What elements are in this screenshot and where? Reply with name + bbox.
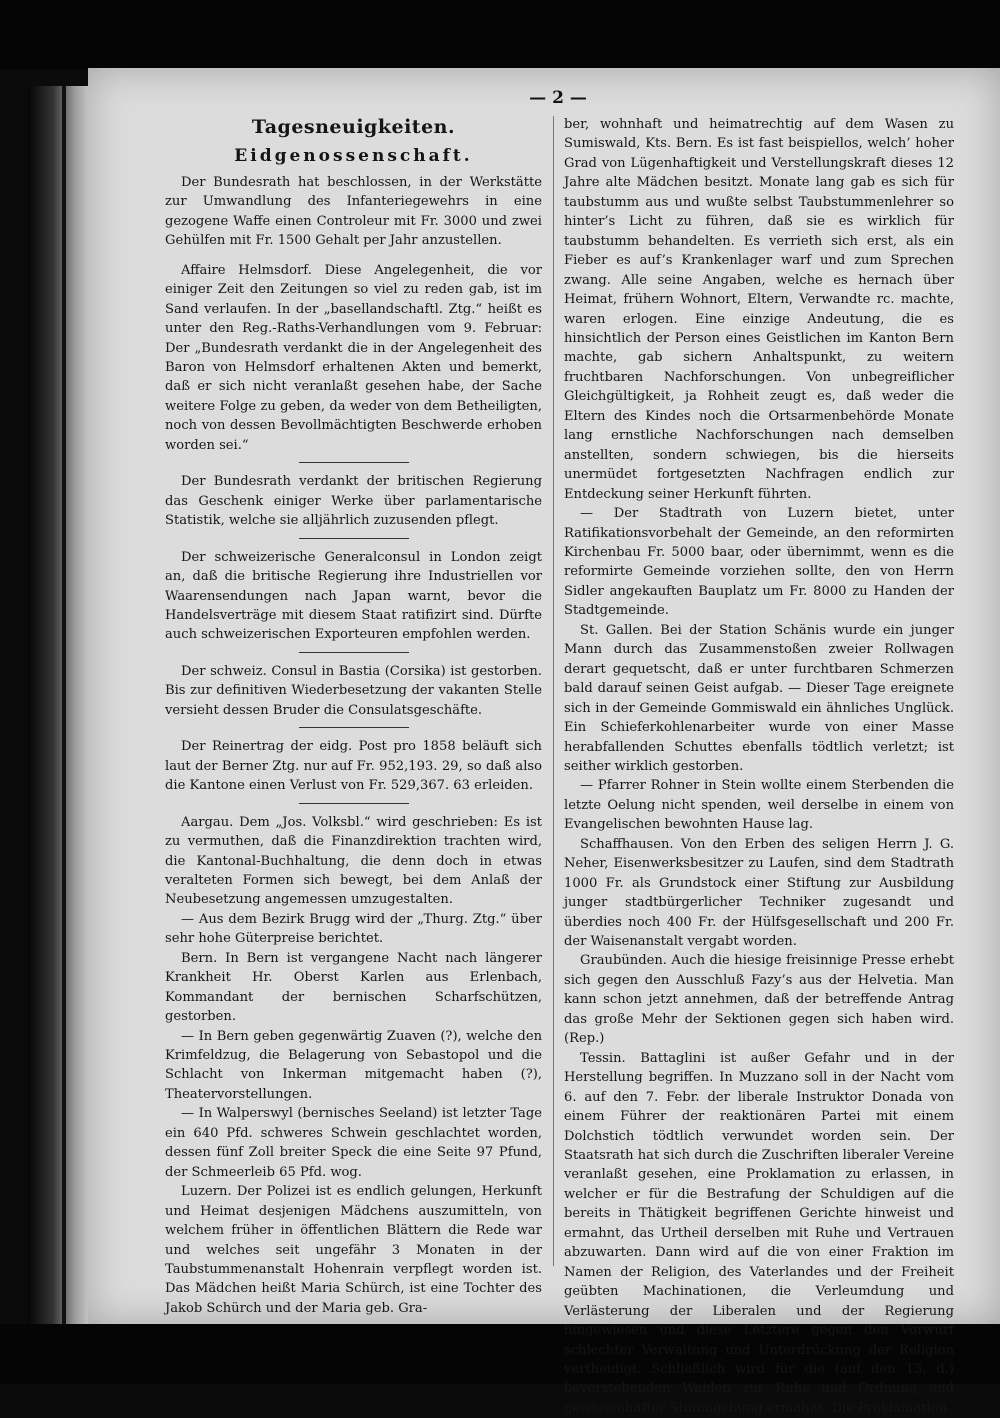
book-spine-shadow [28, 86, 90, 1326]
page-edge [62, 86, 66, 1326]
separator-rule [299, 462, 409, 463]
article-paragraph: Graubünden. Auch die hiesige freisinnige Presse erhebt sich gegen den Ausschluß Fazy’s aus der Helvetia. Man kann schon jetzt annehmen, daß der betreffende Antrag das große Mehr der Sektionen gegen sich haben wird. (Rep.) [564, 953, 954, 1047]
page-number: — 2 — [529, 88, 587, 108]
section-heading: Tagesneuigkeiten. [251, 116, 456, 138]
subsection-heading: Eidgenossenschaft. [234, 146, 473, 167]
article-paragraph: Bern. In Bern ist vergangene Nacht nach längerer Krankheit Hr. Oberst Karlen aus Erlenbach, Kommandant der bernischen Scharfschützen, gestorben. [165, 950, 542, 1025]
right-column [564, 115, 954, 1418]
separator-rule [299, 538, 409, 539]
article-paragraph: — Der Stadtrath von Luzern bietet, unter Ratifikationsvorbehalt der Gemeinde, an den reformirten Kirchenbau Fr. 5000 baar, oder übernimmt, wenn es die reformirte Gemeinde vorziehen sollte, den von Herrn Sidler angekauften Bauplatz um Fr. 8000 zu Handen der Stadtgemeinde. [564, 506, 954, 619]
article-paragraph: — Pfarrer Rohner in Stein wollte einem Sterbenden die letzte Oelung nicht spenden, weil derselbe in einem von Evangelischen bewohnten Hause lag. [564, 778, 954, 833]
article-paragraph: — In Bern geben gegenwärtig Zuaven (?), welche den Krimfeldzug, die Belagerung von Sebastopol und die Schlacht von Inkerman mitgemacht haben (?), Theatervorstellungen. [165, 1028, 542, 1102]
left-column [165, 115, 542, 1318]
article-paragraph: Der schweiz. Consul in Bastia (Corsika) ist gestorben. Bis zur definitiven Wiederbesetzung der vakanten Stelle versieht dessen Bruder die Consulatsgeschäfte. [165, 663, 542, 718]
article-paragraph: Der Reinertrag der eidg. Post pro 1858 beläuft sich laut der Berner Ztg. nur auf Fr. 952,193. 29, so daß also die Kantone einen Verlust von Fr. 529,367. 63 erleiden. [165, 739, 542, 794]
article-paragraph: St. Gallen. Bei der Station Schänis wurde ein junger Mann durch das Zusammenstoßen zweier Rollwagen derart gequetscht, daß er unter furchtbaren Schmerzen bald darauf seinen Geist aufgab. — Dieser Tage ereignete sich in der Gemeinde Gommiswald ein ähnliches Unglück. Ein Schieferkohlenarbeiter wurde von einer Masse herabfallenden Schuttes ebenfalls tödtlich verletzt; ist seither wirklich gestorben. [564, 622, 954, 774]
column-divider [553, 116, 554, 1266]
article-paragraph: Der Bundesrath verdankt der britischen Regierung das Geschenk einiger Werke über parlamentarische Statistik, welche sie alljährlich zuzusenden pflegt. [165, 474, 542, 529]
article-paragraph: Affaire Helmsdorf. Diese Angelegenheit, die vor einiger Zeit den Zeitungen so viel zu reden gab, ist im Sand verlaufen. In der „basellandschaftl. Ztg.“ heißt es unter den Reg.-Raths-Verhandlungen vom 9. Februar: Der „Bundesrath verdankt die in der Angelegenheit des Baron von Helmsdorf erhaltenen Akten und bemerkt, daß er sich nicht veranlaßt gesehen habe, der Sache weitere Folge zu geben, da weder von dem Betheiligten, noch von dessen Bevollmächtigten Beschwerde erhoben worden sei.“ [165, 262, 542, 453]
article-paragraph: Schaffhausen. Von den Erben des seligen Herrn J. G. Neher, Eisenwerksbesitzer zu Laufen, sind dem Stadtrath 1000 Fr. als Grundstock einer Stiftung zur Ausbildung junger stadtbürgerlicher Techniker zugesandt und überdies noch 400 Fr. der Hülfsgesellschaft und 200 Fr. der Waisenanstalt vergabt worden. [564, 836, 954, 950]
separator-rule [299, 803, 409, 804]
article-paragraph: Der schweizerische Generalconsul in London zeigt an, daß die britische Regierung ihre Industriellen vor Waarensendungen nach Japan warnt, bevor die Handelsverträge mit diesem Staat ratifizirt sind. Dürfte auch schweizerischen Exporteuren empfohlen werden. [165, 549, 542, 643]
article-paragraph: Tessin. Battaglini ist außer Gefahr und in der Herstellung begriffen. In Muzzano soll in der Nacht vom 6. auf den 7. Febr. der liberale Instruktor Donada von einem Führer der reaktionären Partei mit einem Dolchstich tödtlich verwundet worden sein. Der Staatsrath hat sich durch die Zuschriften liberaler Vereine veranlaßt gesehen, eine Proklamation zu erlassen, in welcher er für die Bestrafung der Schuldigen auf die bereits in Thätigkeit begriffenen Gerichte hinweist und ermahnt, das Urtheil derselben mit Ruhe und Vertrauen abzuwarten. Dann wird auf die von einer Fraktion im Namen der Religion, des Vaterlandes und der Freiheit geübten Machinationen, die Verleumdung und Verlästerung der Liberalen und der Regierung hingewiesen und diese Letztere gegen den Vorwurf schlechter Verwaltung und Unterdrückung der Religion vertheidigt. Schließlich wird für die (auf den 13. d.) bevorstehenden Wahlen zur Ruhe und Ordnung und gewissenhafter Stimmgebung ermahnt. Die Proklamation [564, 1050, 954, 1416]
separator-rule [299, 727, 409, 728]
article-paragraph: — In Walperswyl (bernisches Seeland) ist letzter Tage ein 640 Pfd. schweres Schwein geschlachtet worden, dessen fünf Zoll breiter Speck die eine Seite 97 Pfund, der Schmeerleib 65 Pfd. wog. [165, 1106, 542, 1180]
separator-rule [299, 652, 409, 653]
article-paragraph: Luzern. Der Polizei ist es endlich gelungen, Herkunft und Heimat desjenigen Mädchens auszumitteln, von welchem früher in öffentlichen Blättern die Rede war und welches seit ungefähr 3 Monaten in der Taubstummenanstalt Hohenrain verpflegt worden ist. Das Mädchen heißt Maria Schürch, ist eine Tochter des Jakob Schürch und der Maria geb. Gra- [165, 1184, 542, 1316]
article-paragraph: Aargau. Dem „Jos. Volksbl.“ wird geschrieben: Es ist zu vermuthen, daß die Finanzdirektion trachten wird, die Kantonal-Buchhaltung, die denn doch in etwas veralteten Formen sich bewegt, bei dem Anlaß der Neubesetzung angemessen umzugestalten. [165, 814, 542, 908]
article-paragraph: ber, wohnhaft und heimatrechtig auf dem Wasen zu Sumiswald, Kts. Bern. Es ist fast beispiellos, welch’ hoher Grad von Lügenhaftigkeit und Verstellungskraft dieses 12 Jahre alte Mädchen besitzt. Monate lang gab es sich für taubstumm aus und wußte selbst Taubstummenlehrer so hinter’s Licht zu führen, daß sie es wirklich für taubstumm behandelten. Es verrieth sich erst, als ein Fieber es auf’s Krankenlager warf und zum Sprechen zwang. Alle seine Angaben, welche es hernach über Heimat, frühern Wohnort, Eltern, Verwandte rc. machte, waren erlogen. Eine einzige Andeutung, die es hinsichtlich der Person eines Geistlichen im Kanton Bern machte, gab sichern Anhaltspunkt, zu weitern fruchtbaren Nachforschungen. Von unbegreiflicher Gleichgültigkeit, ja Rohheit zeugt es, daß weder die Eltern des Kindes noch die Ortsarmenbehörde Monate lang ernstliche Nachforschungen nach demselben anstellten, sondern schwiegen, bis die hierseits unermüdet fortgesetzten Nachfragen endlich zur Entdeckung seiner Herkunft führten. [564, 117, 954, 502]
article-paragraph: Der Bundesrath hat beschlossen, in der Werkstätte zur Umwandlung des Infanteriegewehrs in eine gezogene Waffe einen Controleur mit Fr. 3000 und zwei Gehülfen mit Fr. 1500 Gehalt per Jahr anzustellen. [165, 174, 542, 249]
article-paragraph: — Aus dem Bezirk Brugg wird der „Thurg. Ztg.“ über sehr hohe Güterpreise berichtet. [165, 911, 542, 947]
film-border-top [0, 0, 1000, 70]
